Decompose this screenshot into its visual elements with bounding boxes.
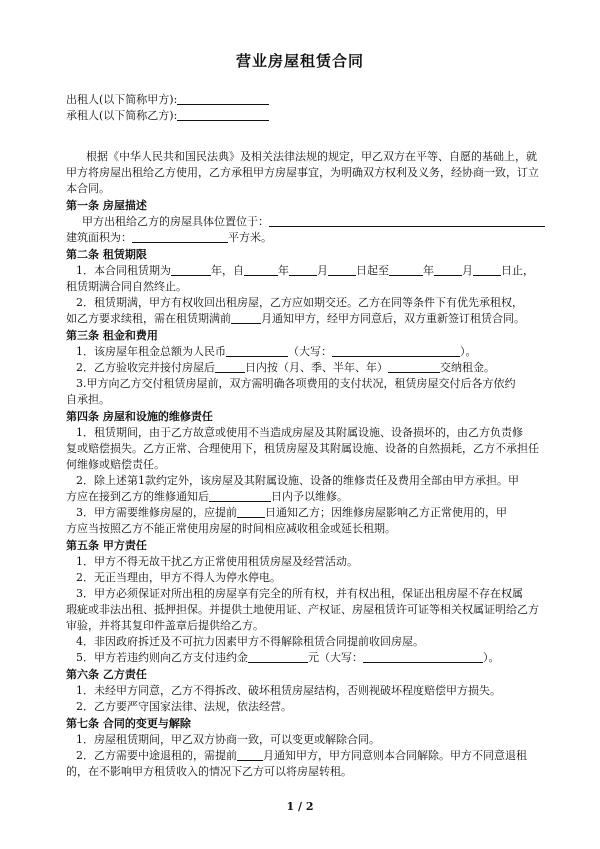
- lessee-blank[interactable]: [177, 108, 269, 121]
- article-5-p1: 1．甲方不得无故干扰乙方正常使用租赁房屋及经营活动。: [76, 555, 358, 568]
- rent-amount-blank[interactable]: [226, 344, 288, 357]
- article-6-p2: 2．乙方要严守国家法律、法规，依法经营。: [76, 700, 292, 713]
- article-3-heading: 第三条 租金和费用: [66, 329, 158, 342]
- article-6-p1: 1．未经甲方同意，乙方不得拆改、破坏租赁房屋结构，否则视破坏程度赔偿甲方损失。: [76, 684, 501, 697]
- article-4-p3b: 方应当按照乙方不能正常使用房屋的时间相应减收租金或延长租期。: [66, 522, 396, 535]
- article-7-p2b: 的，在不影响甲方租赁收入的情况下乙方可以将房屋转租。: [66, 765, 352, 778]
- article-4-p3a: 3．甲方需要维修房屋的，应提前 日通知乙方；因维修房屋影响乙方正常使用的，甲: [76, 506, 507, 519]
- article-6-heading: 第六条 乙方责任: [66, 668, 147, 681]
- article-4-p2a: 2．除上述第1款约定外，该房屋及其附属设施、设备的维修责任及费用全部由甲方承担。甲: [76, 474, 519, 487]
- article-4-p1a: 1．租赁期间，由于乙方故意或使用不当造成房屋及其附属设施、设备损坏的，由乙方负责修: [76, 426, 523, 439]
- article-1-area: 建筑面积为： 平方米。: [66, 231, 272, 244]
- article-3-p2: 2．乙方验收完并接付房屋后 日内按（月、季、半年、年） 交纳租金。: [76, 361, 495, 374]
- document-title: 营业房屋租赁合同: [235, 52, 364, 70]
- article-5-heading: 第五条 甲方责任: [66, 539, 147, 552]
- article-4-p2b: 方应在接到乙方的维修通知后 日内予以维修。: [66, 490, 348, 503]
- article-1-heading: 第一条 房屋描述: [66, 199, 147, 212]
- lessee-line: [66, 108, 269, 123]
- article-2-p1: 1．本合同租赁期为 年，自 年 月 日起至 年 月 日止，: [76, 264, 534, 277]
- end-month-blank[interactable]: [434, 263, 462, 276]
- area-blank[interactable]: [132, 230, 228, 243]
- location-blank[interactable]: [269, 214, 545, 227]
- renew-notice-blank[interactable]: [231, 311, 261, 324]
- article-5-p3b: 瑕疵或非法出租、抵押担保。并提供土地使用证、产权证、房屋租赁许可证等相关权属证明给乙方: [66, 603, 539, 616]
- article-2-p2a: 2．租赁期满，甲方有权收回出租房屋，乙方应如期交还。乙方在同等条件下有优先承租权，: [76, 296, 523, 309]
- page-number: 1 / 2: [286, 800, 314, 813]
- repair-days-blank[interactable]: [209, 489, 271, 502]
- article-5-p3c: 审验，并将其复印件盖章后提供给乙方。: [66, 619, 264, 632]
- article-7-p1: 1．房屋租赁期间，甲乙双方协商一致，可以变更或解除合同。: [76, 733, 380, 746]
- article-2-p1b: 租赁期满合同自然终止。: [66, 280, 187, 293]
- early-exit-notice-blank[interactable]: [237, 748, 263, 761]
- article-2-p2b: 如乙方要求续租，需在租赁期满前 月通知甲方，经甲方同意后，双方重新签订租赁合同。: [66, 312, 525, 325]
- article-4-p1b: 复或赔偿损失。乙方正常、合理使用下，租赁房屋及其附属设施、设备的自然损耗，乙方不承担任: [66, 442, 539, 455]
- end-year-blank[interactable]: [389, 263, 423, 276]
- lessor-label: 出租人(以下简称甲方):: [66, 93, 178, 106]
- preamble-line-2: 甲方将房屋出租给乙方使用，乙方承租甲方房屋事宜，为明确双方权利及义务，经协商一致，订立: [66, 166, 539, 179]
- start-month-blank[interactable]: [289, 263, 317, 276]
- penalty-words-blank[interactable]: [363, 650, 483, 663]
- article-3-p3a: 3.甲方向乙方交付租赁房屋前，双方需明确各项费用的支付状况，租赁房屋交付后各方依约: [76, 377, 516, 390]
- article-1-location: 甲方出租给乙方的房屋具体位置位于：: [82, 214, 545, 230]
- article-4-p1c: 何维修或赔偿责任。: [66, 458, 165, 471]
- article-5-p3a: 3．甲方必须保证对所出租的房屋享有完全的所有权，并有权出租，保证出租房屋不存在权属: [76, 587, 523, 600]
- start-year-blank[interactable]: [244, 263, 278, 276]
- lessor-blank[interactable]: [177, 92, 269, 105]
- preamble-line-3: 本合同。: [66, 182, 110, 195]
- payment-cycle-blank[interactable]: [388, 360, 440, 373]
- end-day-blank[interactable]: [473, 263, 501, 276]
- article-4-heading: 第四条 房屋和设施的维修责任: [66, 410, 213, 423]
- article-3-p3b: 自承担。: [66, 393, 110, 406]
- rent-amount-words-blank[interactable]: [332, 344, 460, 357]
- penalty-amount-blank[interactable]: [248, 650, 308, 663]
- article-5-p4: 4．非因政府拆迁及不可抗力因素甲方不得解除租赁合同提前收回房屋。: [76, 635, 424, 648]
- article-5-p2: 2．无正当理由，甲方不得人为停水停电。: [76, 571, 281, 584]
- article-7-heading: 第七条 合同的变更与解除: [66, 717, 191, 730]
- repair-notice-blank[interactable]: [237, 505, 265, 518]
- term-years-blank[interactable]: [171, 263, 211, 276]
- article-5-p5: 5．甲方若违约则向乙方支付违约金 元（大写： ）。: [76, 651, 500, 664]
- article-3-p1: 1．该房屋年租金总额为人民币 （大写： ）。: [76, 345, 477, 358]
- lessee-label: 承租人(以下简称乙方):: [66, 109, 178, 122]
- start-day-blank[interactable]: [328, 263, 356, 276]
- payment-days-blank[interactable]: [215, 360, 245, 373]
- article-2-heading: 第二条 租赁期限: [66, 248, 147, 261]
- article-7-p2a: 2．乙方需要中途退租的，需提前 月通知甲方，甲方同意则本合同解除。甲方不同意退租: [76, 749, 527, 762]
- preamble-line-1: 根据《中华人民共和国民法典》及相关法律法规的规定，甲乙双方在平等、自愿的基础上，就: [86, 150, 537, 163]
- lessor-line: [66, 92, 269, 107]
